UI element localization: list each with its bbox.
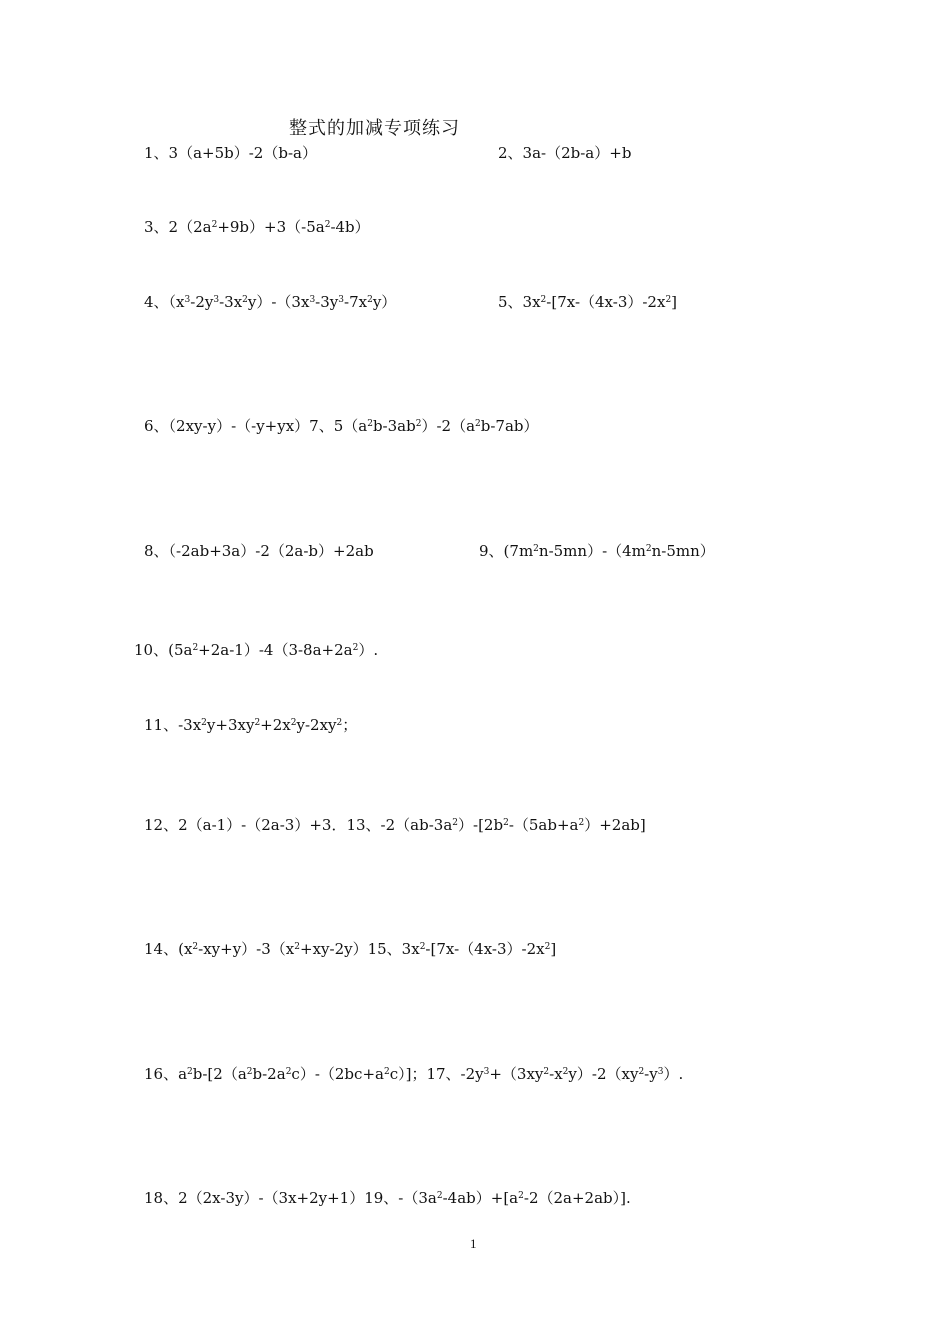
expression-text: -x <box>549 1065 563 1083</box>
exponent: 3 <box>184 295 191 305</box>
expression-text: 16、a <box>144 1065 188 1083</box>
exponent: 2 <box>285 1067 292 1077</box>
problem-12-13 <box>144 815 646 835</box>
expression-text: ）. <box>663 1065 684 1083</box>
expression-text: -3y <box>315 293 339 311</box>
exponent: 2 <box>246 1067 253 1077</box>
expression-text: 18、2（2x-3y）-（3x+2y+1）19、-（3a <box>144 1189 437 1207</box>
expression-text: y-2xy <box>296 716 337 734</box>
expression-text: -[7x-（4x-3）-2x <box>546 293 666 311</box>
expression-text: b-3ab <box>372 417 416 435</box>
page-number: 1 <box>470 1236 477 1251</box>
expression-text: y）-（3x <box>247 293 310 311</box>
expression-text: -3x <box>219 293 243 311</box>
exponent: 2 <box>367 295 373 305</box>
problem-3 <box>144 217 370 237</box>
expression-text: -（5ab+a <box>508 816 579 834</box>
expression-text: 5、3x <box>498 293 541 311</box>
problem-18-19 <box>144 1188 631 1208</box>
expression-text: ）-2（a <box>421 417 476 435</box>
expression-text: ）-[2b <box>458 816 504 834</box>
exponent: 3 <box>483 1067 490 1077</box>
exponent: 2 <box>533 544 539 554</box>
exponent: 2 <box>503 818 509 828</box>
expression-text: +9b）+3（-5a <box>217 218 325 236</box>
expression-text: 9、(7m <box>479 542 534 560</box>
exponent: 3 <box>213 295 220 305</box>
expression-text: ] <box>550 940 557 958</box>
expression-text: -[7x-（4x-3）-2x <box>425 940 545 958</box>
expression-text: +2a-1）-4（3-8a+2a <box>198 641 353 659</box>
expression-text: +（3xy <box>489 1065 544 1083</box>
exponent: 2 <box>665 295 672 305</box>
expression-text: -2（2a+2ab）]. <box>523 1189 631 1207</box>
exponent: 2 <box>436 1191 443 1201</box>
problem-10 <box>134 640 378 660</box>
exponent: 2 <box>562 1067 569 1077</box>
expression-text: +xy-2y）15、3x <box>300 940 420 958</box>
exponent: 2 <box>544 942 551 952</box>
expression-text: 4、（x <box>144 293 185 311</box>
expression-text: ）. <box>358 641 379 659</box>
expression-text: y+3xy <box>206 716 255 734</box>
exponent: 2 <box>254 718 261 728</box>
problem-11 <box>144 715 357 735</box>
expression-text: +2x <box>260 716 291 734</box>
exponent: 2 <box>187 1067 193 1077</box>
exponent: 2 <box>352 643 359 653</box>
expression-text: n-5mn）-（4m <box>538 542 646 560</box>
expression-text: ； <box>342 716 358 734</box>
expression-text: 14、(x <box>144 940 193 958</box>
exponent: 2 <box>290 718 297 728</box>
problem-2: 2、3a-（2b-a）+b <box>498 144 632 162</box>
exponent: 2 <box>324 220 331 230</box>
problem-5 <box>498 292 677 312</box>
exponent: 2 <box>294 942 300 952</box>
worksheet-title: 整式的加减专项练习 <box>289 118 460 139</box>
exponent: 2 <box>518 1191 524 1201</box>
exponent: 2 <box>578 818 585 828</box>
expression-text: n-5mn） <box>651 542 715 560</box>
exponent: 2 <box>540 295 547 305</box>
expression-text: ）+2ab] <box>584 816 646 834</box>
expression-text: c）-（2bc+a <box>291 1065 384 1083</box>
exponent: 2 <box>419 942 426 952</box>
expression-text: 6、（2xy-y）-（-y+yx）7、5（a <box>144 417 368 435</box>
exponent: 2 <box>645 544 652 554</box>
expression-text: 12、2（a-1）-（2a-3）+3．13、-2（ab-3a <box>144 816 453 834</box>
expression-text: -4ab）+[a <box>442 1189 519 1207</box>
expression-text: c）]；17、-2y <box>389 1065 484 1083</box>
expression-text: b-[2（a <box>192 1065 247 1083</box>
expression-text: 3、2（2a <box>144 218 212 236</box>
exponent: 2 <box>367 419 373 429</box>
problem-14-15 <box>144 939 556 959</box>
exponent: 2 <box>242 295 248 305</box>
exponent: 2 <box>452 818 458 828</box>
exponent: 2 <box>201 718 207 728</box>
problem-1: 1、3（a+5b）-2（b-a） <box>144 144 317 162</box>
expression-text: b-7ab） <box>480 417 539 435</box>
exponent: 2 <box>192 643 199 653</box>
problem-9 <box>479 541 715 561</box>
exponent: 2 <box>211 220 218 230</box>
expression-text: -7x <box>344 293 368 311</box>
exponent: 3 <box>309 295 316 305</box>
problem-4 <box>144 292 396 312</box>
expression-text: 11、-3x <box>144 716 202 734</box>
expression-text: ] <box>671 293 678 311</box>
exponent: 2 <box>638 1067 645 1077</box>
exponent: 3 <box>338 295 344 305</box>
problem-6-7 <box>144 416 539 436</box>
expression-text: b-2a <box>252 1065 286 1083</box>
problem-8: 8、（-2ab+3a）-2（2a-b）+2ab <box>144 542 374 560</box>
expression-text: 10、(5a <box>134 641 193 659</box>
expression-text: y）-2（xy <box>568 1065 639 1083</box>
exponent: 2 <box>336 718 343 728</box>
expression-text: -2y <box>190 293 214 311</box>
exponent: 2 <box>415 419 422 429</box>
expression-text: -4b） <box>330 218 370 236</box>
exponent: 2 <box>383 1067 390 1077</box>
exponent: 2 <box>192 942 199 952</box>
expression-text: -y <box>644 1065 658 1083</box>
exponent: 2 <box>543 1067 550 1077</box>
expression-text: -xy+y）-3（x <box>198 940 295 958</box>
expression-text: y） <box>372 293 397 311</box>
problem-16-17 <box>144 1064 683 1084</box>
exponent: 3 <box>657 1067 664 1077</box>
exponent: 2 <box>475 419 481 429</box>
